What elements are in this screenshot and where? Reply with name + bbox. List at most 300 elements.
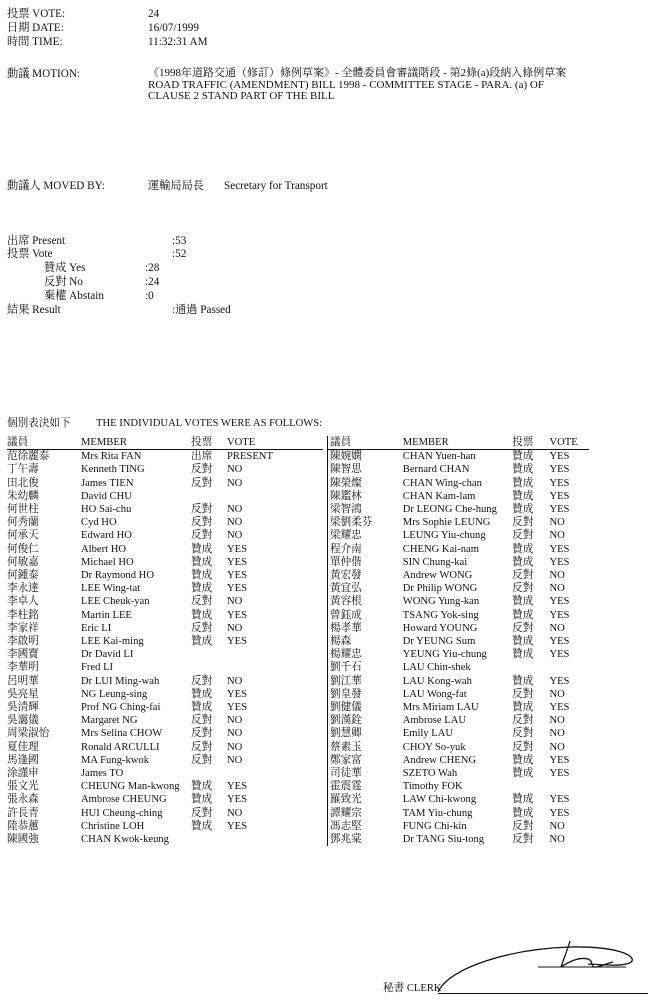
member-vote-zh: 贊成	[191, 702, 213, 714]
member-vote-zh: 贊成	[191, 570, 213, 582]
present-value: :53	[172, 235, 187, 247]
member-vote-zh: 贊成	[191, 820, 213, 832]
member-vote-en: YES	[227, 583, 248, 595]
member-vote-zh: 贊成	[191, 781, 213, 793]
result-value: :通過 Passed	[172, 304, 231, 316]
motion-label: 動議 MOTION:	[7, 68, 81, 80]
member-vote-zh	[191, 648, 227, 661]
member-name-en: Dr Raymond HO	[81, 570, 154, 582]
member-row	[7, 767, 323, 780]
member-vote-zh: 反對	[512, 834, 534, 846]
member-vote-en	[227, 490, 323, 503]
member-name-en: Christine LOH	[81, 820, 145, 832]
member-name-zh: 何俊仁	[7, 543, 39, 555]
member-vote-zh: 贊成	[512, 675, 534, 687]
member-vote-zh: 反對	[191, 517, 213, 529]
date-value: 16/07/1999	[148, 22, 199, 34]
member-vote-en: YES	[227, 609, 248, 621]
member-vote-zh: 反對	[191, 675, 213, 687]
member-row	[7, 569, 323, 582]
member-name-zh: 陳國強	[7, 834, 39, 846]
member-vote-en: NO	[227, 530, 243, 542]
member-name-zh: 范徐麗泰	[7, 451, 50, 463]
member-name-en: Andrew CHENG	[402, 754, 477, 766]
member-row	[7, 490, 323, 503]
member-vote-zh: 贊成	[191, 543, 213, 555]
member-name-zh: 李卓人	[7, 596, 39, 608]
member-row	[7, 793, 323, 806]
member-name-zh: 黃宜弘	[330, 583, 362, 595]
member-vote-en: YES	[227, 820, 248, 832]
member-row	[328, 582, 590, 595]
member-name-en: Fred LI	[81, 662, 114, 674]
member-vote-en: PRESENT	[227, 451, 273, 463]
votes-table-left-body	[7, 450, 323, 847]
member-vote-zh: 贊成	[512, 702, 534, 714]
member-vote-zh: 贊成	[191, 794, 213, 806]
member-vote-zh: 反對	[512, 688, 534, 700]
member-name-zh: 黃宏發	[330, 570, 362, 582]
vote-number-value: 24	[148, 8, 160, 20]
member-vote-zh: 反對	[512, 715, 534, 727]
member-row	[328, 463, 590, 476]
member-row	[7, 661, 323, 674]
member-vote-zh	[191, 767, 227, 780]
member-vote-zh: 反對	[191, 807, 213, 819]
member-name-zh: 陳鑑林	[330, 490, 362, 502]
member-row	[7, 741, 323, 754]
member-name-en: CHAN Kam-lam	[402, 490, 476, 502]
member-vote-zh: 反對	[512, 820, 534, 832]
member-name-zh: 陳婉嫻	[330, 451, 362, 463]
member-name-en: Albert HO	[81, 543, 127, 555]
vote-zh-header: 投票	[191, 436, 227, 450]
member-name-en: Andrew WONG	[402, 570, 473, 582]
member-row	[328, 661, 590, 674]
member-row	[7, 543, 323, 556]
member-vote-zh: 贊成	[512, 754, 534, 766]
clerk-signature-line	[438, 993, 648, 994]
votes-heading-en: THE INDIVIDUAL VOTES WERE AS FOLLOWS:	[96, 418, 323, 429]
member-en-header: MEMBER	[81, 436, 191, 450]
member-name-en: Howard YOUNG	[402, 622, 478, 634]
member-row	[7, 503, 323, 516]
member-row	[7, 450, 323, 464]
member-row	[7, 556, 323, 569]
member-vote-zh: 反對	[191, 622, 213, 634]
member-row	[7, 529, 323, 542]
member-vote-zh	[191, 833, 227, 846]
member-name-en: Dr Philip WONG	[402, 583, 478, 595]
member-vote-en: YES	[549, 477, 570, 489]
member-name-zh: 朱幼麟	[7, 490, 39, 502]
member-name-en: LEUNG Yiu-chung	[402, 530, 486, 542]
member-name-zh: 李永達	[7, 583, 39, 595]
member-en-header: MEMBER	[403, 436, 512, 450]
member-name-zh: 馬逢國	[7, 754, 39, 766]
member-name-en: SZETO Wah	[402, 768, 458, 780]
yes-value: :28	[145, 262, 160, 274]
member-name-zh: 夏佳理	[7, 741, 39, 753]
member-row	[328, 754, 590, 767]
member-vote-zh: 贊成	[512, 636, 534, 648]
member-name-en: FUNG Chi-kin	[402, 820, 467, 832]
yes-label: 贊成 Yes	[44, 262, 86, 274]
member-vote-en: NO	[549, 834, 565, 846]
member-vote-zh: 贊成	[512, 490, 534, 502]
member-name-zh: 涂謹申	[7, 768, 39, 780]
member-name-zh: 李家祥	[7, 622, 39, 634]
member-vote-zh: 贊成	[512, 807, 534, 819]
member-row	[328, 741, 590, 754]
member-vote-en: NO	[549, 688, 565, 700]
member-vote-en: YES	[227, 794, 248, 806]
member-name-zh: 鄭家富	[330, 754, 362, 766]
member-vote-zh: 贊成	[191, 688, 213, 700]
moved-by-label: 動議人 MOVED BY:	[7, 180, 105, 192]
member-name-en: Emily LAU	[402, 728, 454, 740]
member-vote-en: NO	[549, 570, 565, 582]
member-row	[7, 635, 323, 648]
member-vote-en: YES	[549, 794, 570, 806]
member-name-zh: 何世柱	[7, 504, 39, 516]
member-vote-zh: 贊成	[512, 543, 534, 555]
member-name-en: NG Leung-sing	[81, 688, 148, 700]
present-label: 出席 Present	[7, 235, 66, 247]
member-vote-zh: 贊成	[512, 451, 534, 463]
member-vote-en	[227, 767, 323, 780]
member-vote-en: NO	[227, 477, 243, 489]
member-row	[328, 556, 590, 569]
no-value: :24	[145, 276, 160, 288]
member-vote-zh: 反對	[512, 622, 534, 634]
member-vote-en: NO	[227, 596, 243, 608]
member-vote-en: YES	[549, 556, 570, 568]
member-vote-zh: 贊成	[512, 477, 534, 489]
member-vote-zh: 贊成	[512, 609, 534, 621]
votes-heading-zh: 個別表決如下	[7, 418, 71, 429]
member-vote-zh: 反對	[191, 477, 213, 489]
member-name-zh: 張永森	[7, 794, 39, 806]
member-vote-en: YES	[549, 543, 570, 555]
member-row	[7, 648, 323, 661]
member-vote-en: YES	[227, 702, 248, 714]
member-row	[328, 701, 590, 714]
member-name-en: Ronald ARCULLI	[81, 741, 160, 753]
member-row	[7, 833, 323, 846]
member-vote-en: YES	[227, 570, 248, 582]
member-name-zh: 單仲偕	[330, 556, 362, 568]
member-name-en: James TIEN	[81, 477, 134, 489]
member-name-zh: 程介南	[330, 543, 362, 555]
member-row	[328, 727, 590, 740]
member-vote-zh: 反對	[512, 741, 534, 753]
member-name-en: Mrs Sophie LEUNG	[402, 517, 491, 529]
member-vote-zh: 反對	[512, 530, 534, 542]
motion-line-en-1: ROAD TRAFFIC (AMENDMENT) BILL 1998 - COMMITTEE STAGE - PARA. (a) OF	[148, 78, 544, 91]
member-row	[328, 503, 590, 516]
member-vote-en: NO	[227, 622, 243, 634]
member-vote-zh: 反對	[191, 530, 213, 542]
member-vote-en	[549, 780, 589, 793]
votes-table-left-header	[7, 436, 323, 450]
member-name-en: LAU Kong-wah	[402, 675, 472, 687]
abstain-value: :0	[145, 290, 154, 302]
member-name-en: Prof NG Ching-fai	[81, 702, 161, 714]
member-name-zh: 劉漢銓	[330, 715, 362, 727]
member-name-en: Dr LEONG Che-hung	[402, 504, 497, 516]
member-row	[328, 780, 590, 793]
member-vote-zh: 反對	[191, 504, 213, 516]
member-name-en: WONG Yung-kan	[402, 596, 480, 608]
member-name-zh: 楊耀忠	[330, 649, 362, 661]
date-label: 日期 DATE:	[7, 22, 64, 34]
member-row	[7, 516, 323, 529]
member-vote-en: YES	[549, 636, 570, 648]
time-value: 11:32:31 AM	[148, 36, 208, 48]
member-vote-en: YES	[227, 781, 248, 793]
member-zh-header: 議員	[328, 436, 403, 450]
member-name-en: Mrs Selina CHOW	[81, 728, 163, 740]
member-vote-en	[227, 833, 323, 846]
vote-en-header: VOTE	[549, 436, 589, 450]
member-name-en: CHENG Kai-nam	[402, 543, 479, 555]
member-name-zh: 楊森	[330, 636, 352, 648]
member-name-en: James TO	[81, 768, 124, 780]
member-vote-zh: 反對	[512, 728, 534, 740]
member-name-en: LEE Cheuk-yan	[81, 596, 150, 608]
member-name-en: Edward HO	[81, 530, 132, 542]
member-name-zh: 李國寶	[7, 649, 39, 661]
member-name-zh: 馮志堅	[330, 820, 362, 832]
member-name-en: Mrs Miriam LAU	[402, 702, 479, 714]
member-row	[328, 714, 590, 727]
member-row	[7, 463, 323, 476]
member-vote-en: NO	[227, 728, 243, 740]
member-vote-en: NO	[549, 820, 565, 832]
member-name-en: TSANG Yok-sing	[402, 609, 479, 621]
vote-number-label: 投票 VOTE:	[7, 8, 66, 20]
member-name-en: Mrs Rita FAN	[81, 451, 142, 463]
member-vote-zh	[191, 490, 227, 503]
member-name-zh: 黃容根	[330, 596, 362, 608]
member-vote-en: YES	[549, 702, 570, 714]
member-vote-en: YES	[227, 688, 248, 700]
member-name-en: LAU Wong-fat	[402, 688, 467, 700]
member-row	[328, 807, 590, 820]
member-vote-zh: 出席	[191, 451, 213, 463]
member-vote-en: NO	[227, 754, 243, 766]
member-vote-zh: 贊成	[191, 556, 213, 568]
member-name-en: HUI Cheung-ching	[81, 807, 163, 819]
member-row	[7, 754, 323, 767]
member-vote-en: YES	[549, 649, 570, 661]
member-name-zh: 許長青	[7, 807, 39, 819]
member-vote-en	[549, 661, 589, 674]
votes-table-right-header	[328, 436, 590, 450]
member-row	[328, 490, 590, 503]
member-vote-en: YES	[549, 451, 570, 463]
member-vote-en: NO	[227, 517, 243, 529]
member-name-en: LEE Kai-ming	[81, 636, 144, 648]
member-row	[7, 727, 323, 740]
member-name-zh: 呂明華	[7, 675, 39, 687]
member-row	[7, 582, 323, 595]
votes-table-right	[327, 436, 589, 846]
member-name-zh: 司徒華	[330, 768, 362, 780]
member-vote-en	[227, 661, 323, 674]
member-name-zh: 梁智鴻	[330, 504, 362, 516]
member-vote-en: NO	[227, 807, 243, 819]
member-row	[7, 820, 323, 833]
member-name-en: SIN Chung-kai	[402, 556, 468, 568]
member-vote-zh: 反對	[191, 741, 213, 753]
member-row	[7, 595, 323, 608]
member-row	[328, 675, 590, 688]
member-vote-zh: 反對	[191, 728, 213, 740]
member-name-zh: 鄧兆棠	[330, 834, 362, 846]
member-vote-en: YES	[549, 768, 570, 780]
member-vote-zh: 贊成	[512, 464, 534, 476]
member-vote-zh: 贊成	[512, 596, 534, 608]
member-vote-en: NO	[227, 715, 243, 727]
member-name-zh: 吳靄儀	[7, 715, 39, 727]
member-vote-en: NO	[549, 530, 565, 542]
member-name-zh: 李啟明	[7, 636, 39, 648]
member-name-zh: 蔡素玉	[330, 741, 362, 753]
votes-table-left	[7, 436, 323, 846]
member-name-zh: 吳亮星	[7, 688, 39, 700]
member-vote-en: NO	[227, 464, 243, 476]
member-row	[328, 622, 590, 635]
member-vote-zh: 贊成	[512, 794, 534, 806]
member-vote-en: NO	[549, 622, 565, 634]
member-name-en: Martin LEE	[81, 609, 132, 621]
member-name-zh: 吳清輝	[7, 702, 39, 714]
member-vote-en: NO	[549, 741, 565, 753]
member-name-zh: 李華明	[7, 662, 39, 674]
member-name-en: Margaret NG	[81, 715, 138, 727]
member-vote-en: NO	[227, 675, 243, 687]
member-row	[328, 595, 590, 608]
member-vote-zh	[191, 661, 227, 674]
member-row	[328, 793, 590, 806]
member-name-zh: 何秀蘭	[7, 517, 39, 529]
member-name-zh: 梁耀忠	[330, 530, 362, 542]
motion-line-zh: 《1998年道路交通（修訂）條例草案》- 全體委員會審議階段 - 第2條(a)段納入條例草案	[148, 67, 567, 79]
member-vote-zh: 贊成	[512, 556, 534, 568]
member-vote-zh: 反對	[512, 570, 534, 582]
member-row	[7, 622, 323, 635]
member-vote-zh: 贊成	[191, 609, 213, 621]
member-row	[328, 450, 590, 464]
member-vote-zh: 反對	[191, 464, 213, 476]
member-vote-en: YES	[549, 464, 570, 476]
moved-by-value-zh: 運輸局局長	[148, 180, 204, 192]
member-name-zh: 劉健儀	[330, 702, 362, 714]
vote-count-label: 投票 Vote	[7, 248, 53, 260]
member-vote-en: YES	[549, 490, 570, 502]
member-name-zh: 曾鈺成	[330, 609, 362, 621]
time-label: 時間 TIME:	[7, 36, 63, 48]
member-name-en: CHAN Wing-chan	[402, 477, 482, 489]
member-name-en: Ambrose CHEUNG	[81, 794, 167, 806]
member-vote-en: YES	[549, 596, 570, 608]
member-name-en: Cyd HO	[81, 517, 117, 529]
member-name-en: Eric LI	[81, 622, 112, 634]
member-row	[328, 648, 590, 661]
member-row	[7, 609, 323, 622]
member-vote-zh: 贊成	[512, 649, 534, 661]
member-name-en: CHAN Yuen-han	[402, 451, 476, 463]
member-name-zh: 霍震霆	[330, 781, 362, 793]
abstain-label: 棄權 Abstain	[44, 290, 104, 302]
member-row	[328, 477, 590, 490]
member-vote-en: YES	[549, 675, 570, 687]
member-name-zh: 劉千石	[330, 662, 362, 674]
member-name-zh: 何承天	[7, 530, 39, 542]
member-vote-en: YES	[549, 807, 570, 819]
member-row	[328, 635, 590, 648]
member-vote-zh: 反對	[512, 517, 534, 529]
no-label: 反對 No	[44, 276, 83, 288]
member-row	[7, 780, 323, 793]
member-name-en: David CHU	[81, 490, 132, 502]
member-vote-en: YES	[227, 556, 248, 568]
member-vote-en: YES	[549, 609, 570, 621]
member-name-en: Dr LUI Ming-wah	[81, 675, 160, 687]
moved-by-value-en: Secretary for Transport	[224, 180, 328, 192]
member-name-en: Dr David LI	[81, 649, 134, 661]
member-row	[7, 675, 323, 688]
vote-zh-header: 投票	[512, 436, 549, 450]
member-name-zh: 楊孝華	[330, 622, 362, 634]
member-vote-en	[227, 648, 323, 661]
member-vote-en: NO	[549, 715, 565, 727]
member-name-zh: 梁劉柔芬	[330, 517, 373, 529]
member-vote-en: NO	[549, 517, 565, 529]
member-vote-en: NO	[549, 728, 565, 740]
vote-en-header: VOTE	[227, 436, 323, 450]
member-name-en: HO Sai-chu	[81, 504, 132, 516]
member-name-en: CHAN Kwok-keung	[81, 834, 169, 846]
member-row	[328, 688, 590, 701]
member-name-zh: 李柱銘	[7, 609, 39, 621]
member-vote-zh: 贊成	[512, 768, 534, 780]
member-name-zh: 羅致光	[330, 794, 362, 806]
member-row	[328, 833, 590, 846]
member-row	[7, 714, 323, 727]
member-vote-en: YES	[549, 754, 570, 766]
member-zh-header: 議員	[7, 436, 81, 450]
member-name-zh: 丁午壽	[7, 464, 39, 476]
member-name-en: Ambrose LAU	[402, 715, 467, 727]
member-row	[328, 516, 590, 529]
result-label: 結果 Result	[7, 304, 61, 316]
member-name-en: Kenneth TING	[81, 464, 145, 476]
member-name-en: LEE Wing-tat	[81, 583, 141, 595]
votes-table-right-body	[328, 450, 590, 847]
member-name-en: YEUNG Yiu-chung	[402, 649, 487, 661]
member-row	[328, 820, 590, 833]
vote-count-value: :52	[172, 248, 187, 260]
member-vote-en: YES	[549, 504, 570, 516]
member-name-en: Dr YEUNG Sum	[402, 636, 476, 648]
member-name-en: LAU Chin-shek	[402, 662, 471, 674]
member-row	[328, 569, 590, 582]
member-vote-zh: 反對	[191, 715, 213, 727]
member-row	[328, 529, 590, 542]
